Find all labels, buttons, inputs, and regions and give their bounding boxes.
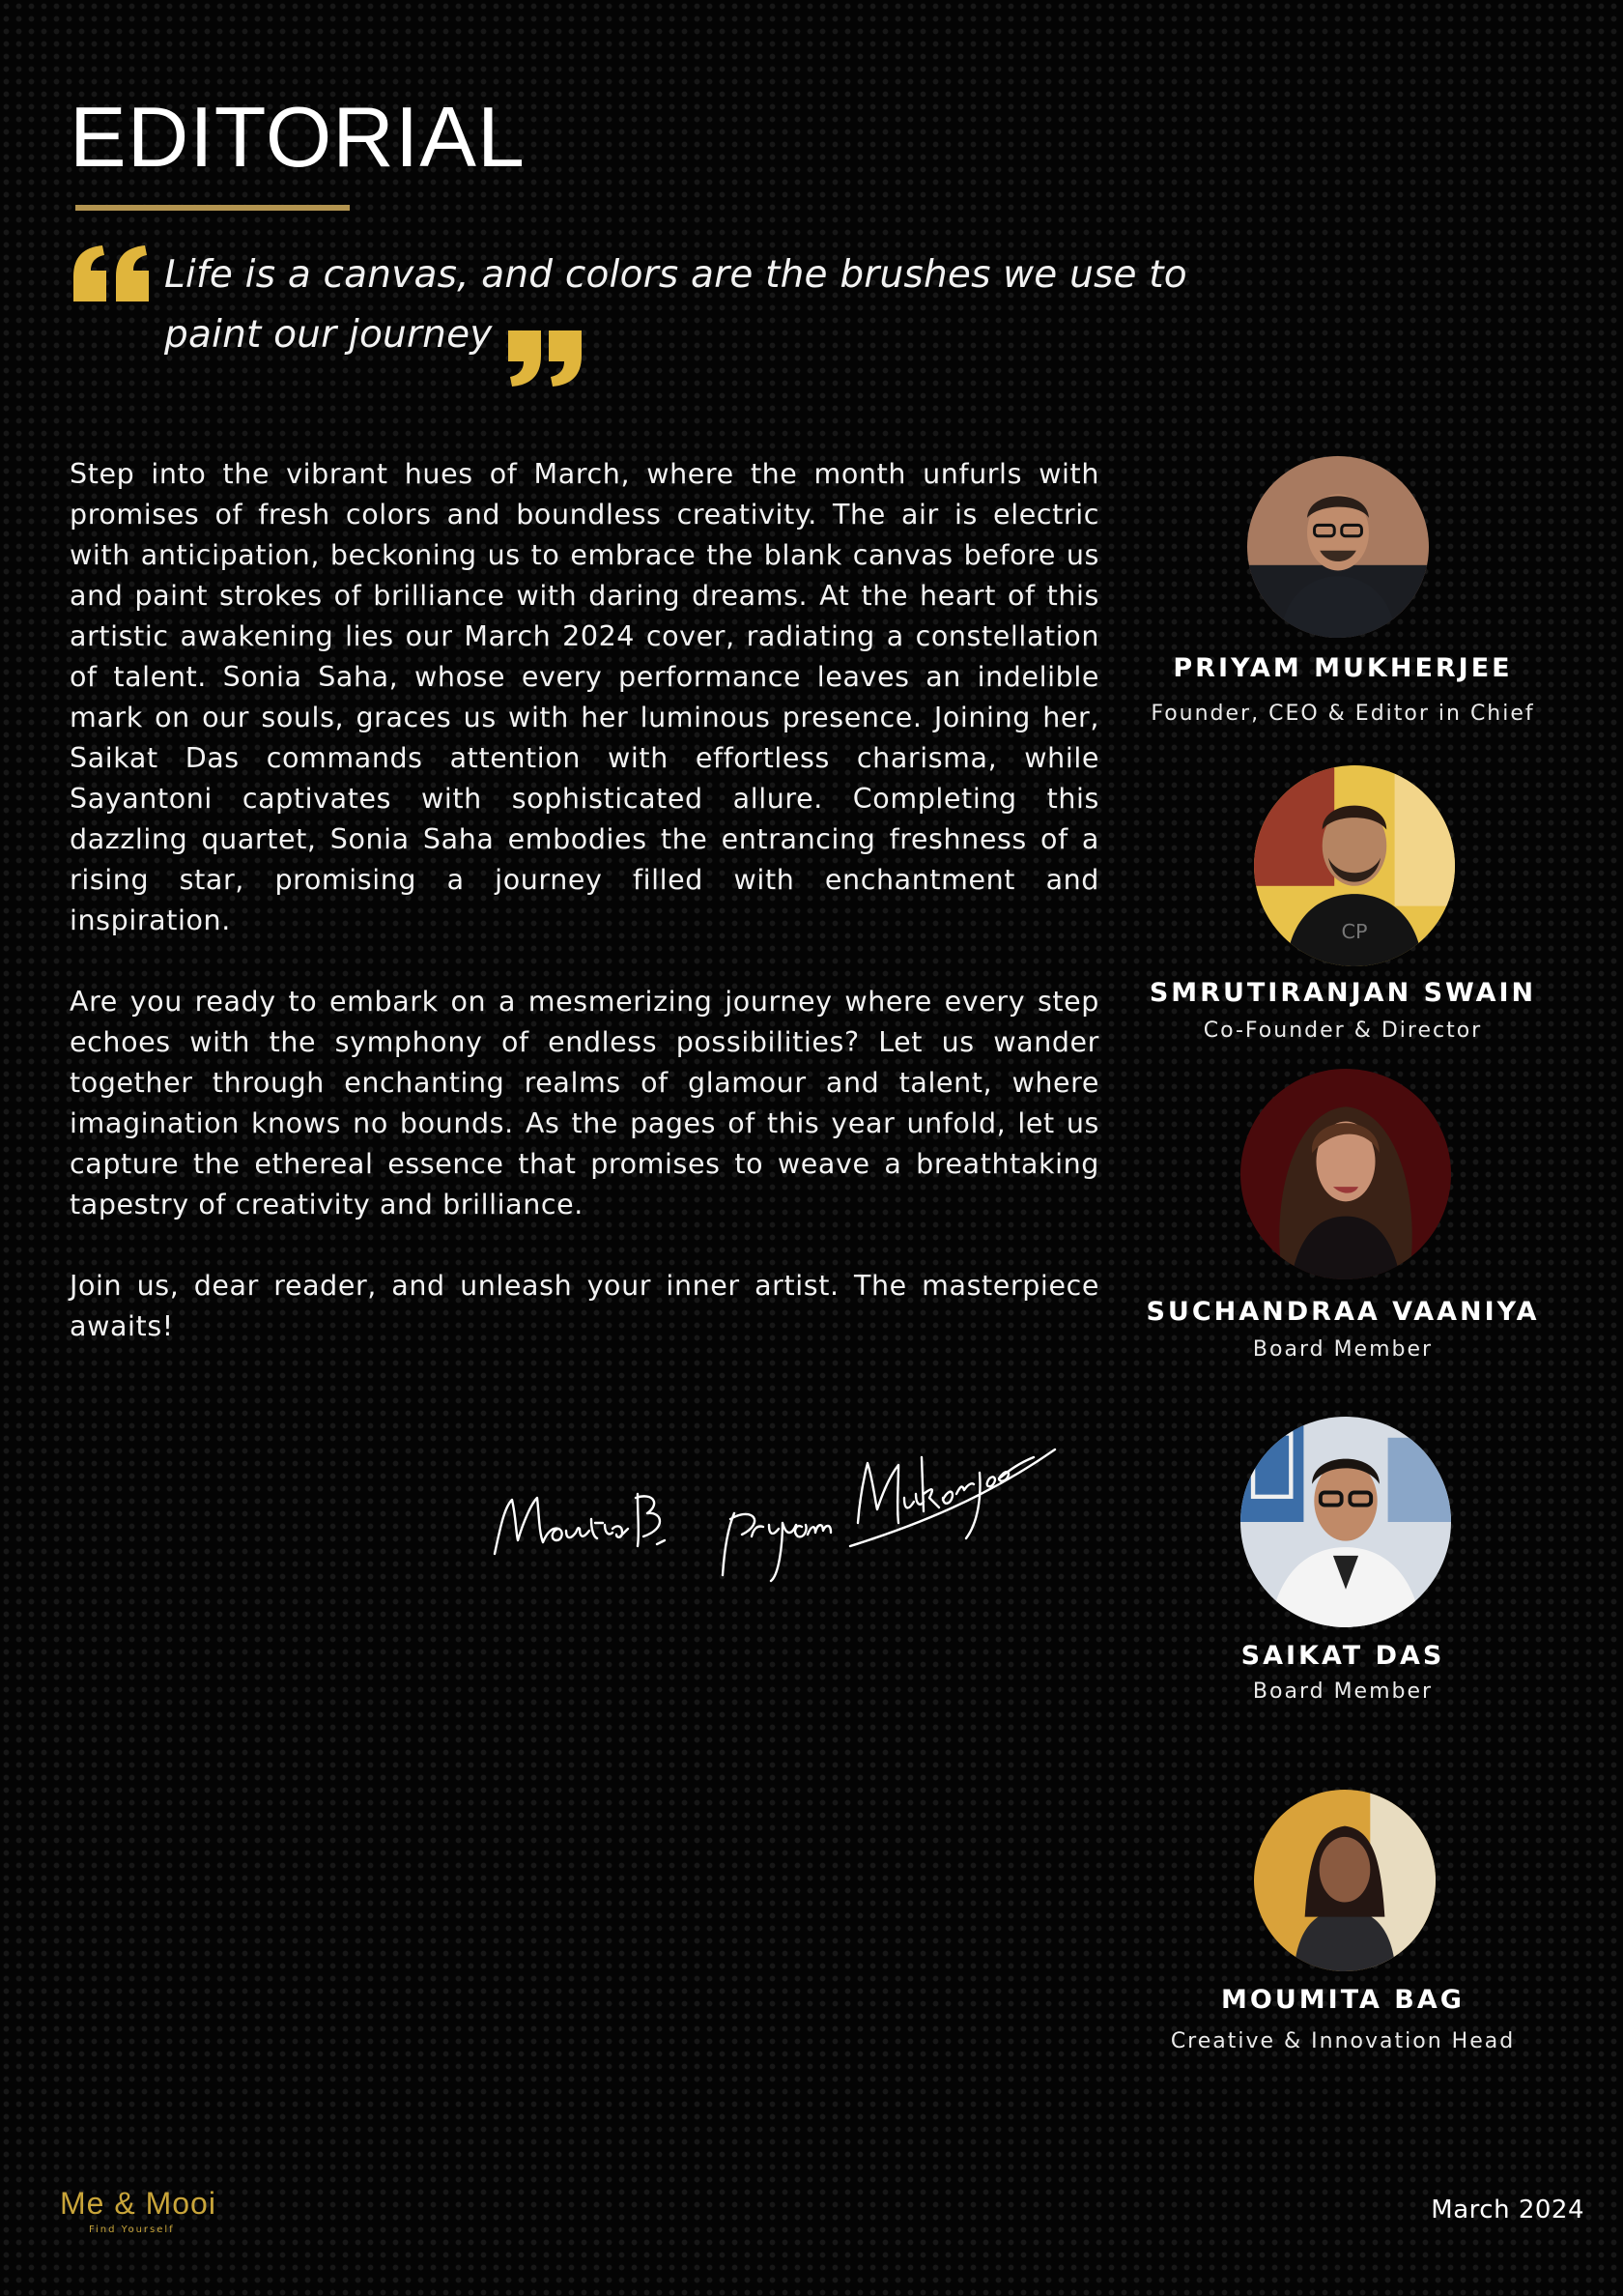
close-quote-icon <box>504 329 585 388</box>
body-paragraph: Are you ready to embark on a mesmerizing journey where every step echoes with the symphony of endless possibilities? Let us wander together through enchanting realms of glamour and talent, where imagination knows no bounds. As the pages of this year unfold, let us capture the ethereal essence that promises to weave a breathtaking tapestry of creativity and brilliance. <box>70 986 1099 1220</box>
team-member-role: Creative & Innovation Head <box>1170 2029 1516 2053</box>
team-member-name: SAIKAT DAS <box>1240 1641 1445 1671</box>
team-member-name: SUCHANDRAA VAANIYA <box>1146 1297 1540 1327</box>
brand-tagline: Find Yourself <box>89 2224 175 2235</box>
title-underline <box>75 205 350 211</box>
page-title: EDITORIAL <box>70 89 526 185</box>
avatar <box>1240 1069 1451 1279</box>
avatar <box>1247 456 1429 638</box>
team-member-name: PRIYAM MUKHERJEE <box>1173 653 1513 683</box>
issue-date: March 2024 <box>1431 2196 1584 2224</box>
team-member-role: Board Member <box>1252 1679 1434 1704</box>
team-member-role: Founder, CEO & Editor in Chief <box>1151 702 1535 726</box>
svg-text:CP: CP <box>1341 919 1368 943</box>
signature-moumita <box>483 1440 676 1575</box>
body-paragraph: Join us, dear reader, and unleash your inner artist. The masterpiece awaits! <box>70 1270 1099 1342</box>
team-member-role: Co-Founder & Director <box>1203 1019 1483 1043</box>
open-quote-icon <box>71 244 153 303</box>
avatar <box>1254 1790 1436 1971</box>
avatar <box>1240 1417 1451 1627</box>
brand-logo <box>58 2186 222 2244</box>
team-member-name: SMRUTIRANJAN SWAIN <box>1149 978 1537 1008</box>
brand-name: Me & Mooi <box>60 2186 216 2221</box>
editorial-body <box>70 454 1099 1388</box>
pull-quote: Life is a canvas, and colors are the brushes we use to paint our journey <box>164 253 1187 357</box>
signature-priyam <box>715 1430 1063 1585</box>
team-member-name: MOUMITA BAG <box>1221 1985 1465 2015</box>
body-paragraph: Step into the vibrant hues of March, where the month unfurls with promises of fresh colors and boundless creativity. The air is electric with anticipation, beckoning us to embrace the blank canvas before us and paint strokes of brilliance with daring dreams. At the heart of this artistic awakening lies our March 2024 cover, radiating a constellation of talent. Sonia Saha, whose every performance leaves an indelible mark on our souls, graces us with her luminous presence. Joining her, Saikat Das commands attention with effortless charisma, while Sayantoni captivates with sophisticated allure. Completing this dazzling quartet, Sonia Saha embodies the entrancing freshness of a rising star, promising a journey filled with enchantment and inspiration. <box>70 458 1099 936</box>
team-column <box>1130 0 1555 2126</box>
avatar <box>1254 765 1455 966</box>
team-member-role: Board Member <box>1252 1337 1434 1362</box>
